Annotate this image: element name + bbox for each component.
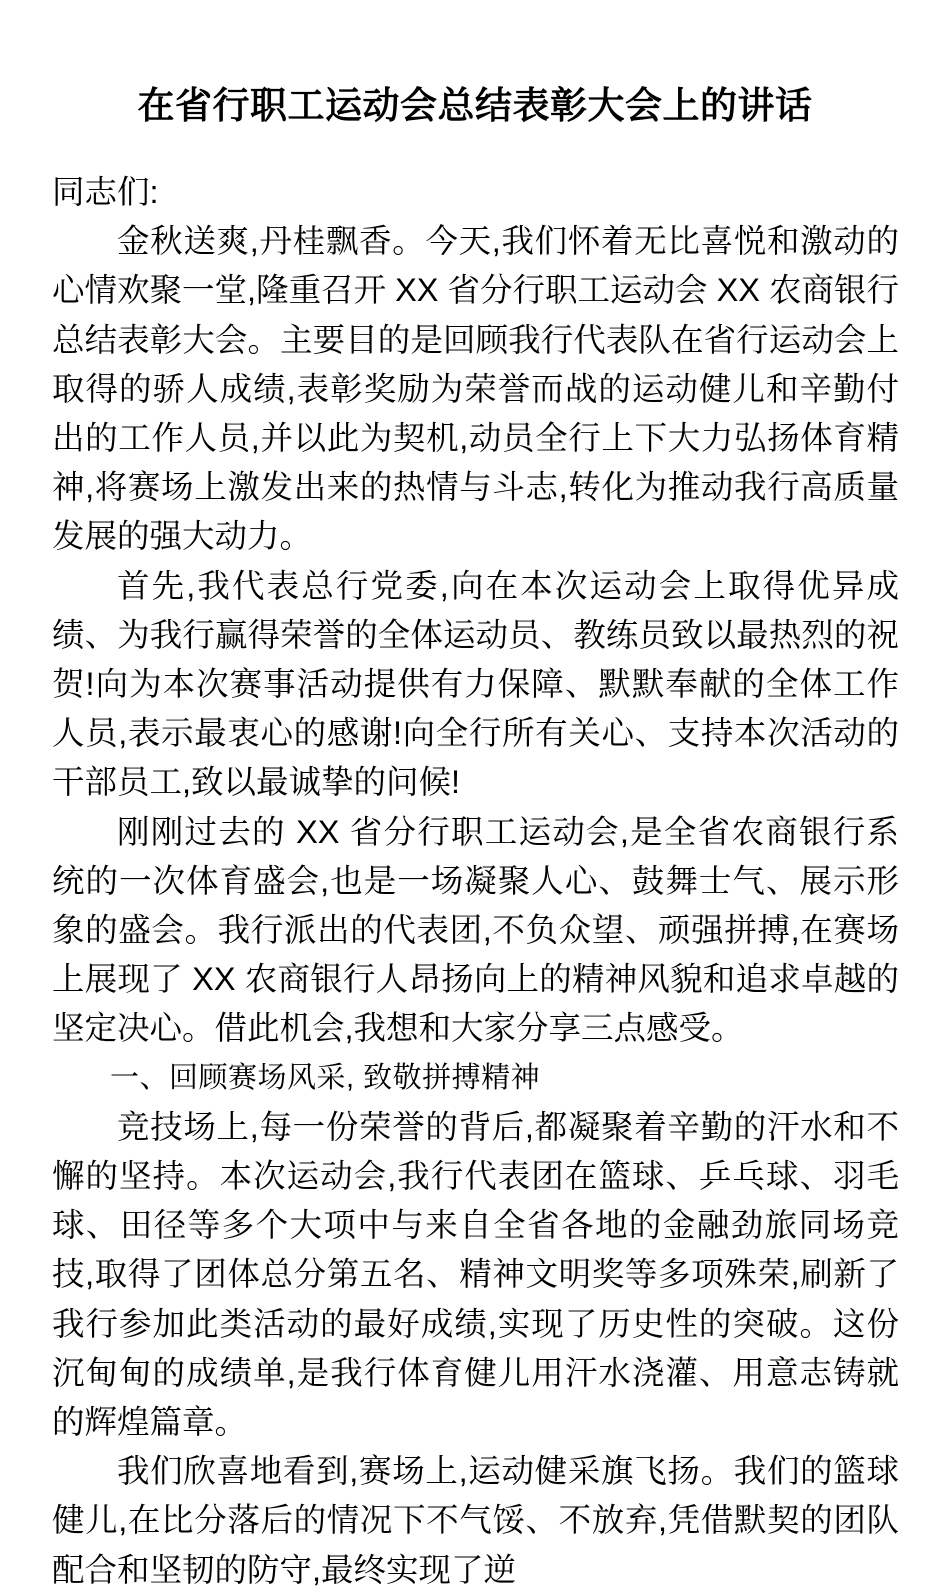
paragraph-2: 首先,我代表总行党委,向在本次运动会上取得优异成绩、为我行赢得荣誉的全体运动员、教练员致以最热烈的祝贺!向为本次赛事活动提供有力保障、默默奉献的全体工作人员,表示最衷心的感谢!向全行所有关心、支持本次活动的干部员工,致以最诚挚的问候! bbox=[52, 567, 899, 801]
paragraph-1: 金秋送爽,丹桂飘香。今天,我们怀着无比喜悦和激动的心情欢聚一堂,隆重召开 XX 省分行职工运动会 XX 农商银行总结表彰大会。主要目的是回顾我行代表队在省行运动会上取得的骄人成绩,表彰奖励为荣誉而战的运动健儿和辛勤付出的工作人员,并以此为契机,动员全行上下大力弘扬体育精神,将赛场上激发出来的热情与斗志,转化为推动我行高质量发展的强大动力。 bbox=[52, 223, 899, 555]
section-one-paragraph-1: 竞技场上,每一份荣誉的背后,都凝聚着辛勤的汗水和不懈的坚持。本次运动会,我行代表团在篮球、乒乓球、羽毛球、田径等多个大项中与来自全省各地的金融劲旅同场竞技,取得了团体总分第五名、精神文明奖等多项殊荣,刷新了我行参加此类活动的最好成绩,实现了历史性的突破。这份沉甸甸的成绩单,是我行体育健儿用汗水浇灌、用意志铸就的辉煌篇章。 bbox=[52, 1108, 899, 1441]
salutation: 同志们: bbox=[52, 174, 159, 210]
page-title: 在省行职工运动会总结表彰大会上的讲话 bbox=[137, 84, 813, 126]
section-heading-one: 一、回顾赛场风采, 致敬拼搏精神 bbox=[110, 1061, 541, 1094]
section-one-paragraph-2: 我们欣喜地看到,赛场上,运动健采旗飞扬。我们的篮球健儿,在比分落后的情况下不气馁、不放弃,凭借默契的团队配合和坚韧的防守,最终实现了逆 bbox=[52, 1453, 899, 1588]
paragraph-3: 刚刚过去的 XX 省分行职工运动会,是全省农商银行系统的一次体育盛会,也是一场凝聚人心、鼓舞士气、展示形象的盛会。我行派出的代表团,不负众望、顽强拼搏,在赛场上展现了 XX 农商银行人昂扬向上的精神风貌和追求卓越的坚定决心。借此机会,我想和大家分享三点感受。 bbox=[52, 813, 899, 1047]
document-body bbox=[52, 168, 899, 1595]
